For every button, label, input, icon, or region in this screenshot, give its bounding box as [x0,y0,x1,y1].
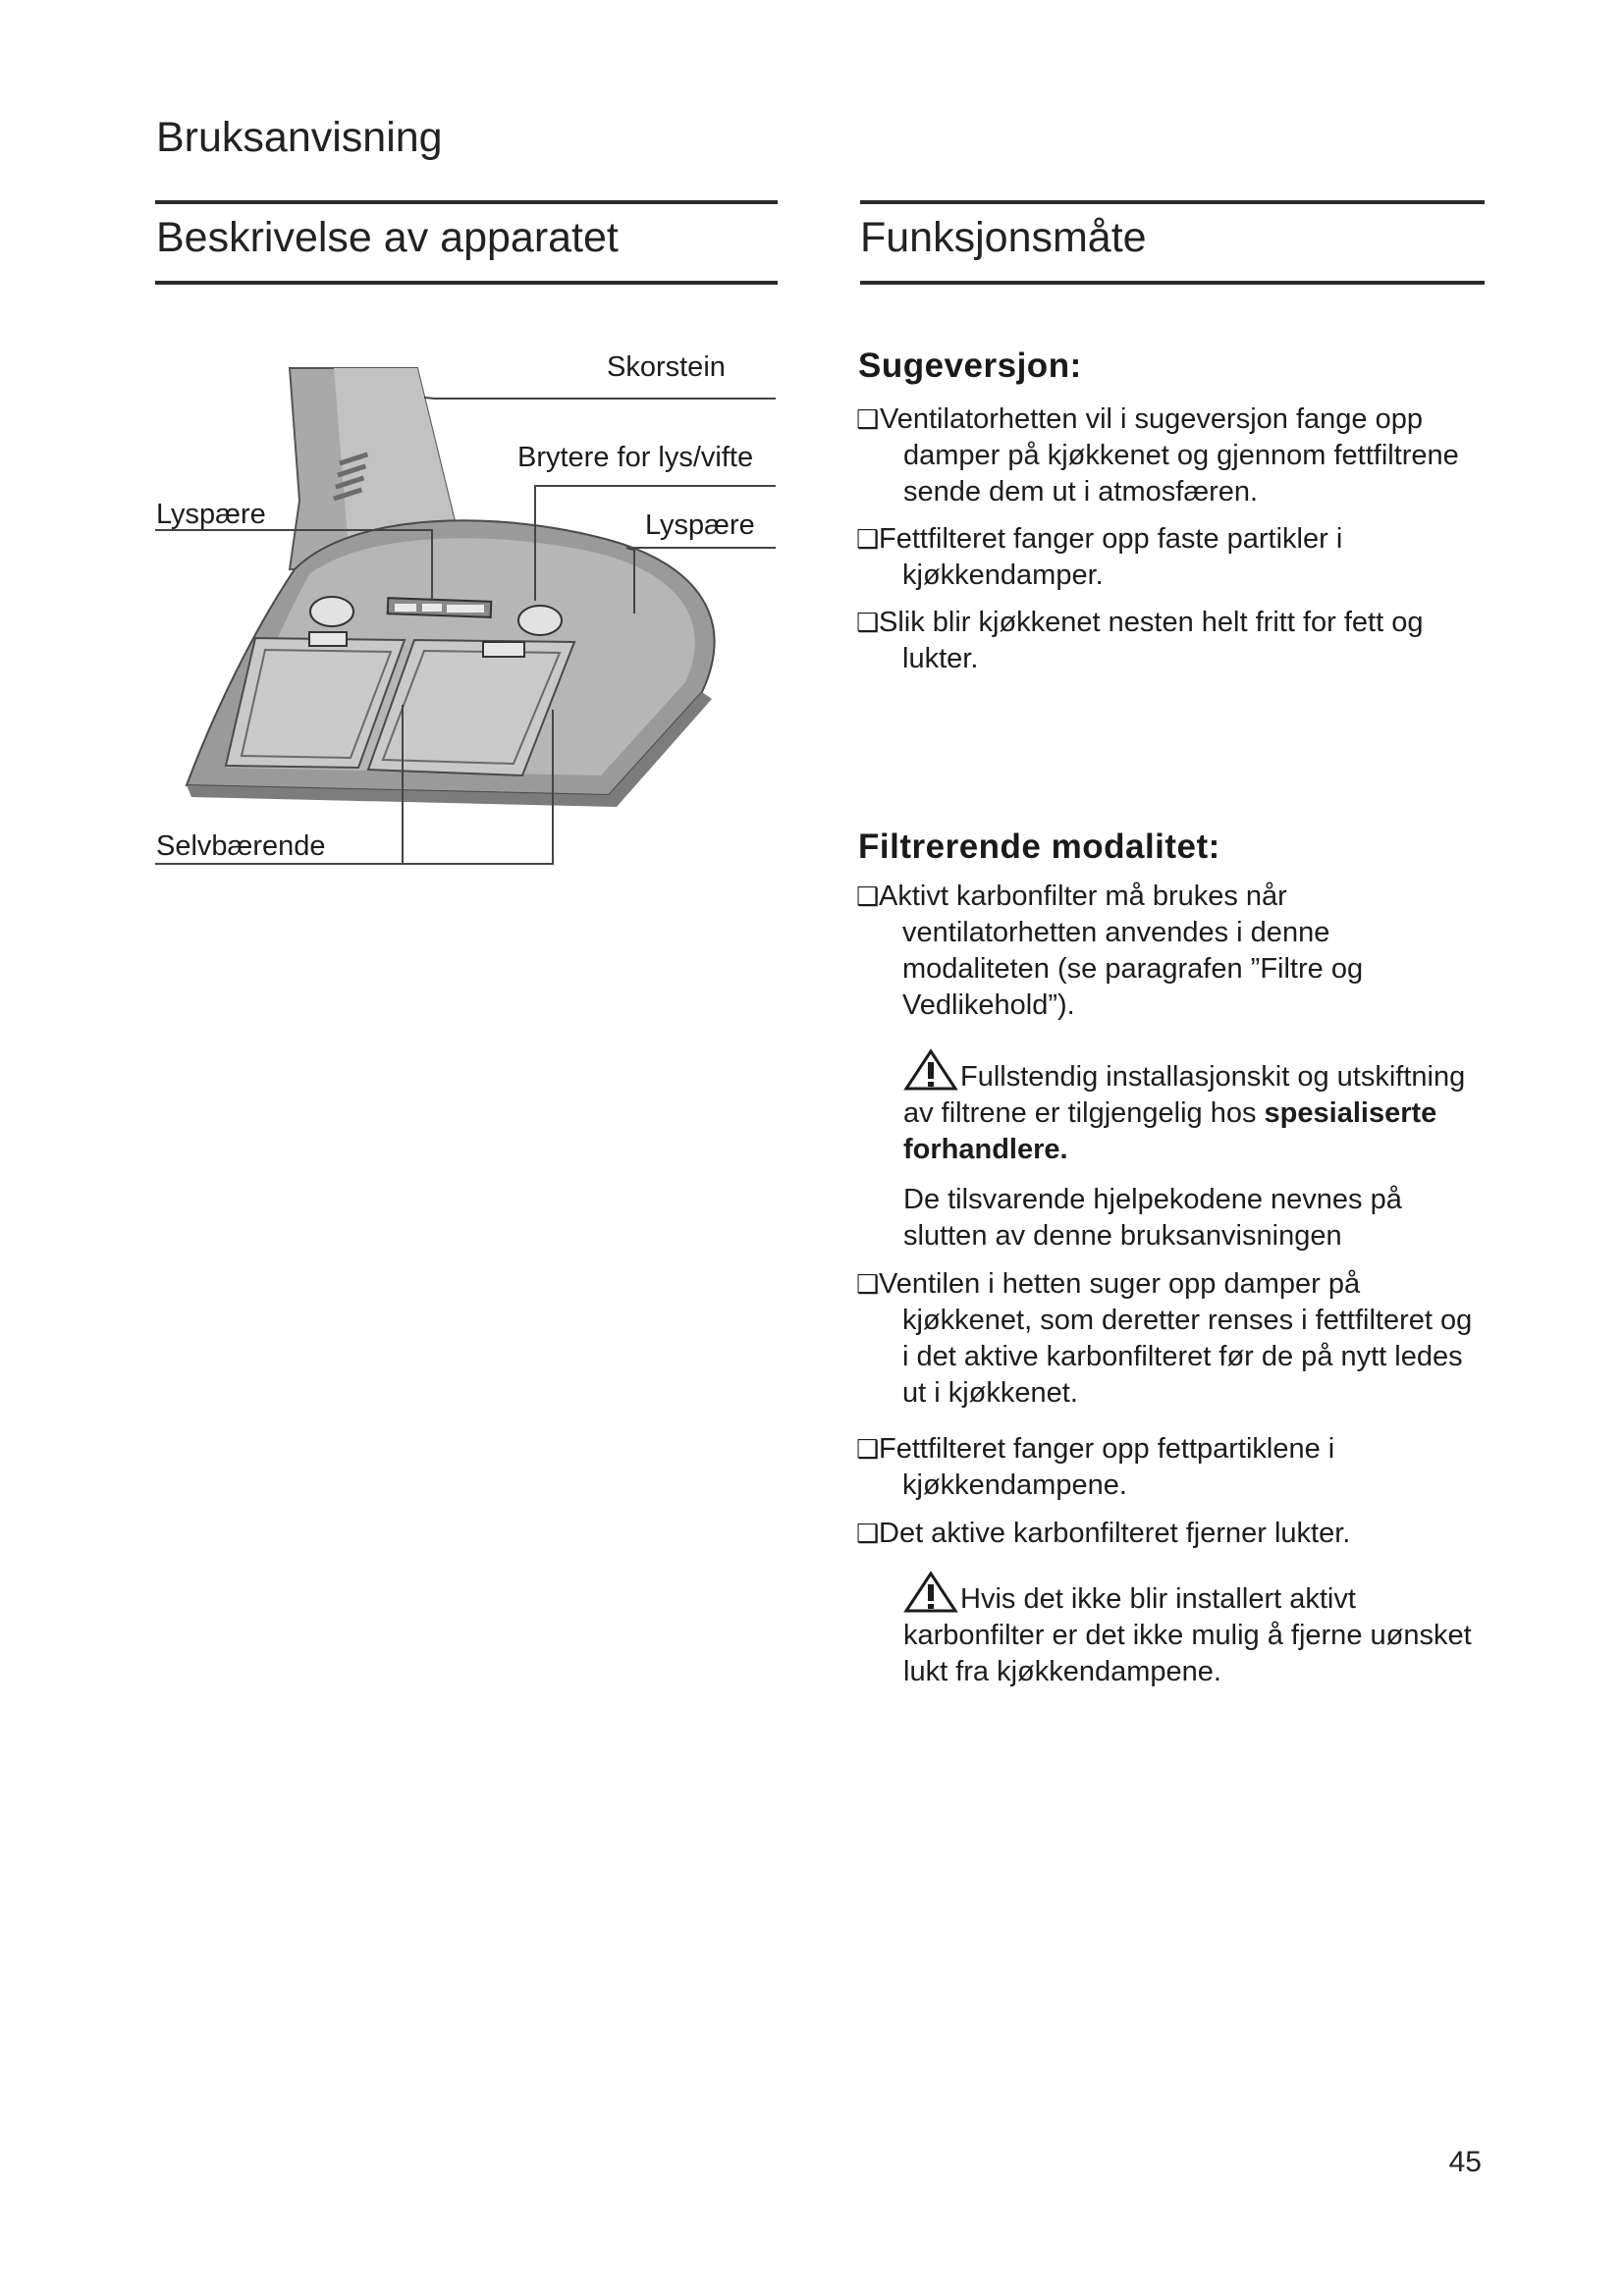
checkbox-bullet-icon: ❑ [856,881,880,911]
page-number: 45 [1448,2146,1482,2178]
suction-heading: Sugeversjon: [858,347,1082,385]
warning-note-1: Fullstendig installasjonskit og utskiftning av filtrene er tilgjengelig hos spesialiserte forhandlere. [903,1048,1485,1168]
label-switches: Brytere for lys/vifte [517,442,754,473]
checkbox-bullet-icon: ❑ [856,524,880,554]
label-bulb-left: Lyspære [156,499,266,530]
document-title: Bruksanvisning [156,114,443,161]
checkbox-bullet-icon: ❑ [856,1519,880,1548]
warning-triangle-icon [903,1048,958,1092]
reference-note: De tilsvarende hjelpekodene nevnes på slutten av denne bruksanvisningen [903,1184,1402,1252]
checkbox-bullet-icon: ❑ [856,1434,880,1464]
checkbox-bullet-icon: ❑ [856,1269,880,1299]
filtering-item-4: ❑ Det aktive karbonfilteret fjerner lukter. [856,1516,1485,1552]
suction-item-2: ❑ Fettfilteret fanger opp faste partikler i kjøkkendamper. [856,523,1343,591]
right-section-title: Funksjonsmåte [860,214,1147,261]
label-bulb-right: Lyspære [645,509,755,541]
warning-note-2: Hvis det ikke blir installert aktivt karbonfilter er det ikke mulig å fjerne uønsket lukt fra kjøkkendampene. [903,1571,1485,1690]
right-bottom-rule [860,281,1485,285]
suction-item-3: ❑ Slik blir kjøkkenet nesten helt fritt for fett og lukter. [856,607,1424,674]
filtering-heading: Filtrerende modalitet: [858,828,1220,866]
light-bulb-left-icon [310,597,353,626]
left-top-rule [155,200,778,204]
label-filter: Selvbærende [156,830,326,862]
label-chimney: Skorstein [607,351,726,383]
warning-triangle-icon [903,1571,958,1614]
range-hood-diagram [147,344,795,883]
filtering-item-3: ❑ Fettfilteret fanger opp fettpartiklene i kjøkkendampene. [856,1433,1335,1501]
suction-item-1: ❑ Ventilatorhetten vil i sugeversjon fange opp damper på kjøkkenet og gjennom fettfiltrene sende dem ut i atmosfæren. [856,403,1459,507]
checkbox-bullet-icon: ❑ [856,608,880,637]
left-bottom-rule [155,281,778,285]
light-bulb-right-icon [518,606,562,635]
filtering-item-2: ❑ Ventilen i hetten suger opp damper på kjøkkenet, som deretter renses i fettfilteret og i det aktive karbonfilteret før de på nytt ledes ut i kjøkkenet. [856,1268,1473,1409]
left-section-title: Beskrivelse av apparatet [156,214,619,261]
right-top-rule [860,200,1485,204]
checkbox-bullet-icon: ❑ [856,404,880,434]
filtering-item-1: ❑ Aktivt karbonfilter må brukes når ventilatorhetten anvendes i denne modaliteten (se paragrafen ”Filtre og Vedlikehold”). [856,881,1364,1021]
